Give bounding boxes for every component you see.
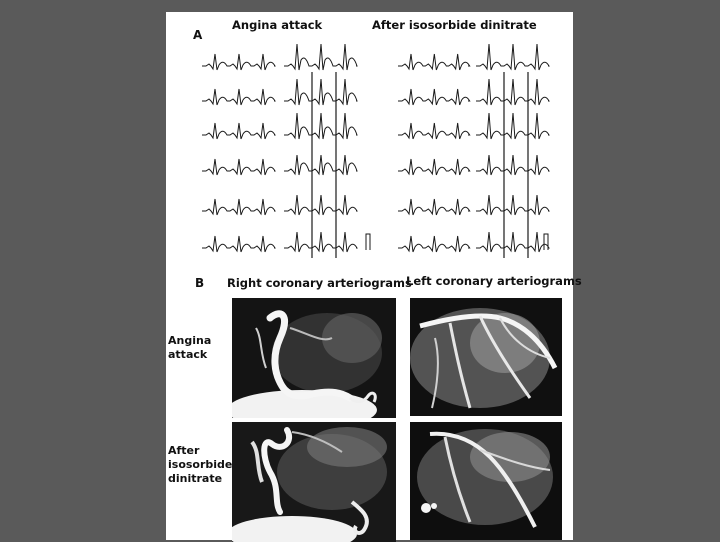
- ecg-trace: [476, 79, 549, 105]
- angiogram-right-after-isosorbide: [232, 422, 396, 542]
- ecg-trace: [476, 195, 549, 215]
- ecg-trace: [398, 123, 470, 139]
- ecg-trace: [284, 79, 357, 105]
- ecg-trace: [202, 54, 275, 70]
- ecg-trace: [398, 54, 470, 70]
- ecg-trace: [202, 236, 275, 252]
- ecg-trace: [284, 44, 357, 70]
- row-label-after-isosorbide-dinitrate: After isosorbide dinitrate: [168, 444, 233, 485]
- ecg-trace: [476, 44, 549, 70]
- ecg-trace: [398, 236, 470, 252]
- ecg-trace: [398, 159, 470, 175]
- heading-angina-attack: Angina attack: [232, 18, 323, 32]
- ecg-trace: [476, 232, 549, 252]
- ecg-trace: [476, 113, 549, 139]
- heading-right-coronary-arteriograms: Right coronary arteriograms: [227, 276, 412, 290]
- figure: [166, 12, 582, 540]
- angiogram-right-angina: [232, 298, 396, 418]
- ecg-trace: [398, 199, 470, 215]
- ecg-trace: [476, 155, 549, 175]
- ecg-trace: [202, 159, 275, 175]
- ecg-trace: [284, 155, 357, 175]
- ecg-trace: [284, 195, 357, 215]
- ecg-trace: [202, 199, 275, 215]
- angiogram-left-after-isosorbide: [410, 422, 562, 540]
- ecg-trace: [284, 113, 357, 139]
- panel-b-letter: B: [195, 276, 205, 290]
- panel-a-letter: A: [193, 28, 203, 42]
- heading-after-isosorbide-dinitrate: After isosorbide dinitrate: [372, 18, 537, 32]
- calibration-mark: [366, 234, 370, 250]
- ecg-trace: [202, 123, 275, 139]
- ecg-trace: [398, 89, 470, 105]
- ecg-tracings: [166, 12, 573, 267]
- row-label-angina-attack: Angina attack: [168, 334, 212, 361]
- calibration-mark: [544, 234, 548, 250]
- heading-left-coronary-arteriograms: Left coronary arteriograms: [406, 274, 582, 288]
- ecg-trace: [284, 232, 357, 252]
- angiogram-left-angina: [410, 298, 562, 416]
- ecg-trace: [202, 89, 275, 105]
